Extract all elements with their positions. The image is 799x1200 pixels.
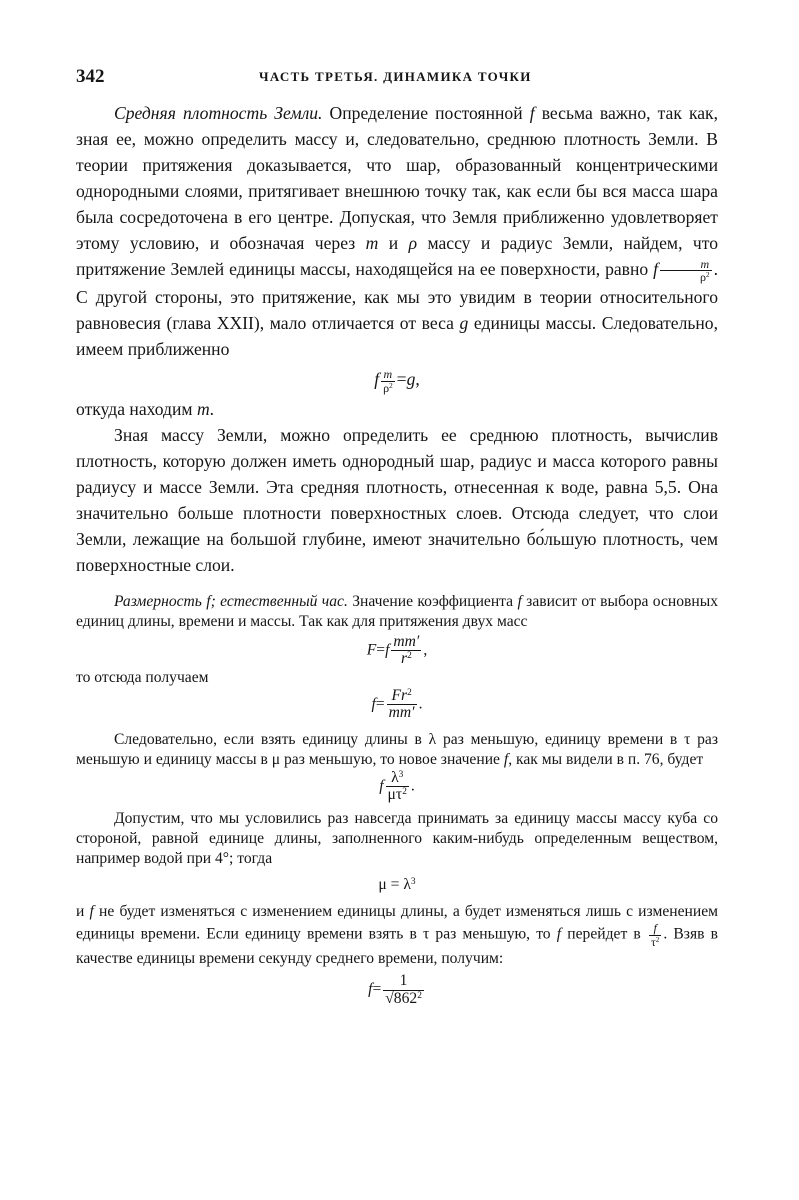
running-title: ЧАСТЬ ТРЕТЬЯ. ДИНАМИКА ТОЧКИ <box>259 69 532 84</box>
equation-f-lambda3: f $\frac{\lambda^3}{\mu\tau^2}$ . <box>379 768 415 803</box>
section-dimension-paragraph: Размерность f; естественный час. Значение коэффициента f зависит от выбора основных единиц длины, времени и массы. Так как для притяжения двух масс <box>76 593 719 631</box>
equation-f-m-rho-g: f $\frac{m}{\rho^2}$ =g, <box>374 366 420 395</box>
equation-f-Fr2-mm: f= $\frac{Fr^2}{mm'}$ . <box>371 686 423 722</box>
section-mean-density-heading: Средняя плотность Земли. <box>114 103 323 123</box>
after-equation-text: откуда находим m. <box>76 399 215 420</box>
inline-fraction-m-over-rho2: $\frac{m}{\rho^2}$ <box>660 258 712 284</box>
section-mean-density-paragraph: Средняя плотность Земли. Определение постоянной f весьма важно, так как, зная ее, можно определить массу и, следовательно, среднюю плотность Земли. В теории притяжения доказывается, что шар, образованный концентрическими однородными слоями, притягивает внешнюю точку так, как если бы вся масса шара была сосредоточена в его центре. Допуская, что Земля приближенно удовлетворяет этому условию, и обозначая через m и ρ массу и радиус Земли, найдем, что притяжение Землей единицы массы, находящейся на ее поверхности, равно f $\frac{m}{\rho^2}$ . С другой стороны, это притяжение, как мы это увидим в теории относительного равновесия (глава XXII), мало отличается от веса g единицы массы. Следовательно, имеем приближенно <box>76 103 718 360</box>
book-page <box>76 60 718 1007</box>
time-unit-paragraph: и f не будет изменяться с изменением единицы длины, а будет изменяться лишь с изменением единицы времени. Если единицу времени взять в τ раз меньшую, то f перейдет в $\frac{f}{\tau^2}$ . Взяв в качестве единицы времени секунду среднего времени, получим: <box>76 903 719 968</box>
hence-text: то отсюда получаем <box>76 668 209 686</box>
unit-mass-paragraph: Допустим, что мы условились раз навсегда принимать за единицу массы массу куба со стороной, равной единице длины, заполненного каким-нибудь определенным веществом, например водой при 4°; тогда <box>76 810 718 868</box>
equation-f-final: f= $\frac{1}{√862^2}$ <box>368 972 422 1007</box>
page-header <box>76 60 718 100</box>
units-change-paragraph: Следовательно, если взять единицу длины в λ раз меньшую, единицу времени в τ раз меньшую и единицу массы в μ раз меньшую, то новое значение f, как мы видели в п. 76, будет <box>76 730 719 768</box>
page-number: 342 <box>76 66 105 87</box>
section-mean-density-paragraph-2: Зная массу Земли, можно определить ее среднюю плотность, вычислив плотность, которую должен иметь однородный шар, радиус и масса которого равны радиусу и массе Земли. Эта средняя плотность, отнесенная к воде, равна 5,5. Она значительно больше плотности поверхностных слоев. Отсюда следует, что слои Земли, лежащие на большой глубине, имеют значительно бо́льшую плотность, чем поверхностные слои. <box>76 425 718 576</box>
equation-F-fmm-r2: F=f $\frac{mm'}{r^2}$ , <box>366 633 428 668</box>
equation-mu-lambda3: $\mu = \lambda^3$ <box>378 876 416 894</box>
section-dimension-heading: Размерность f; естественный час. <box>114 593 348 611</box>
